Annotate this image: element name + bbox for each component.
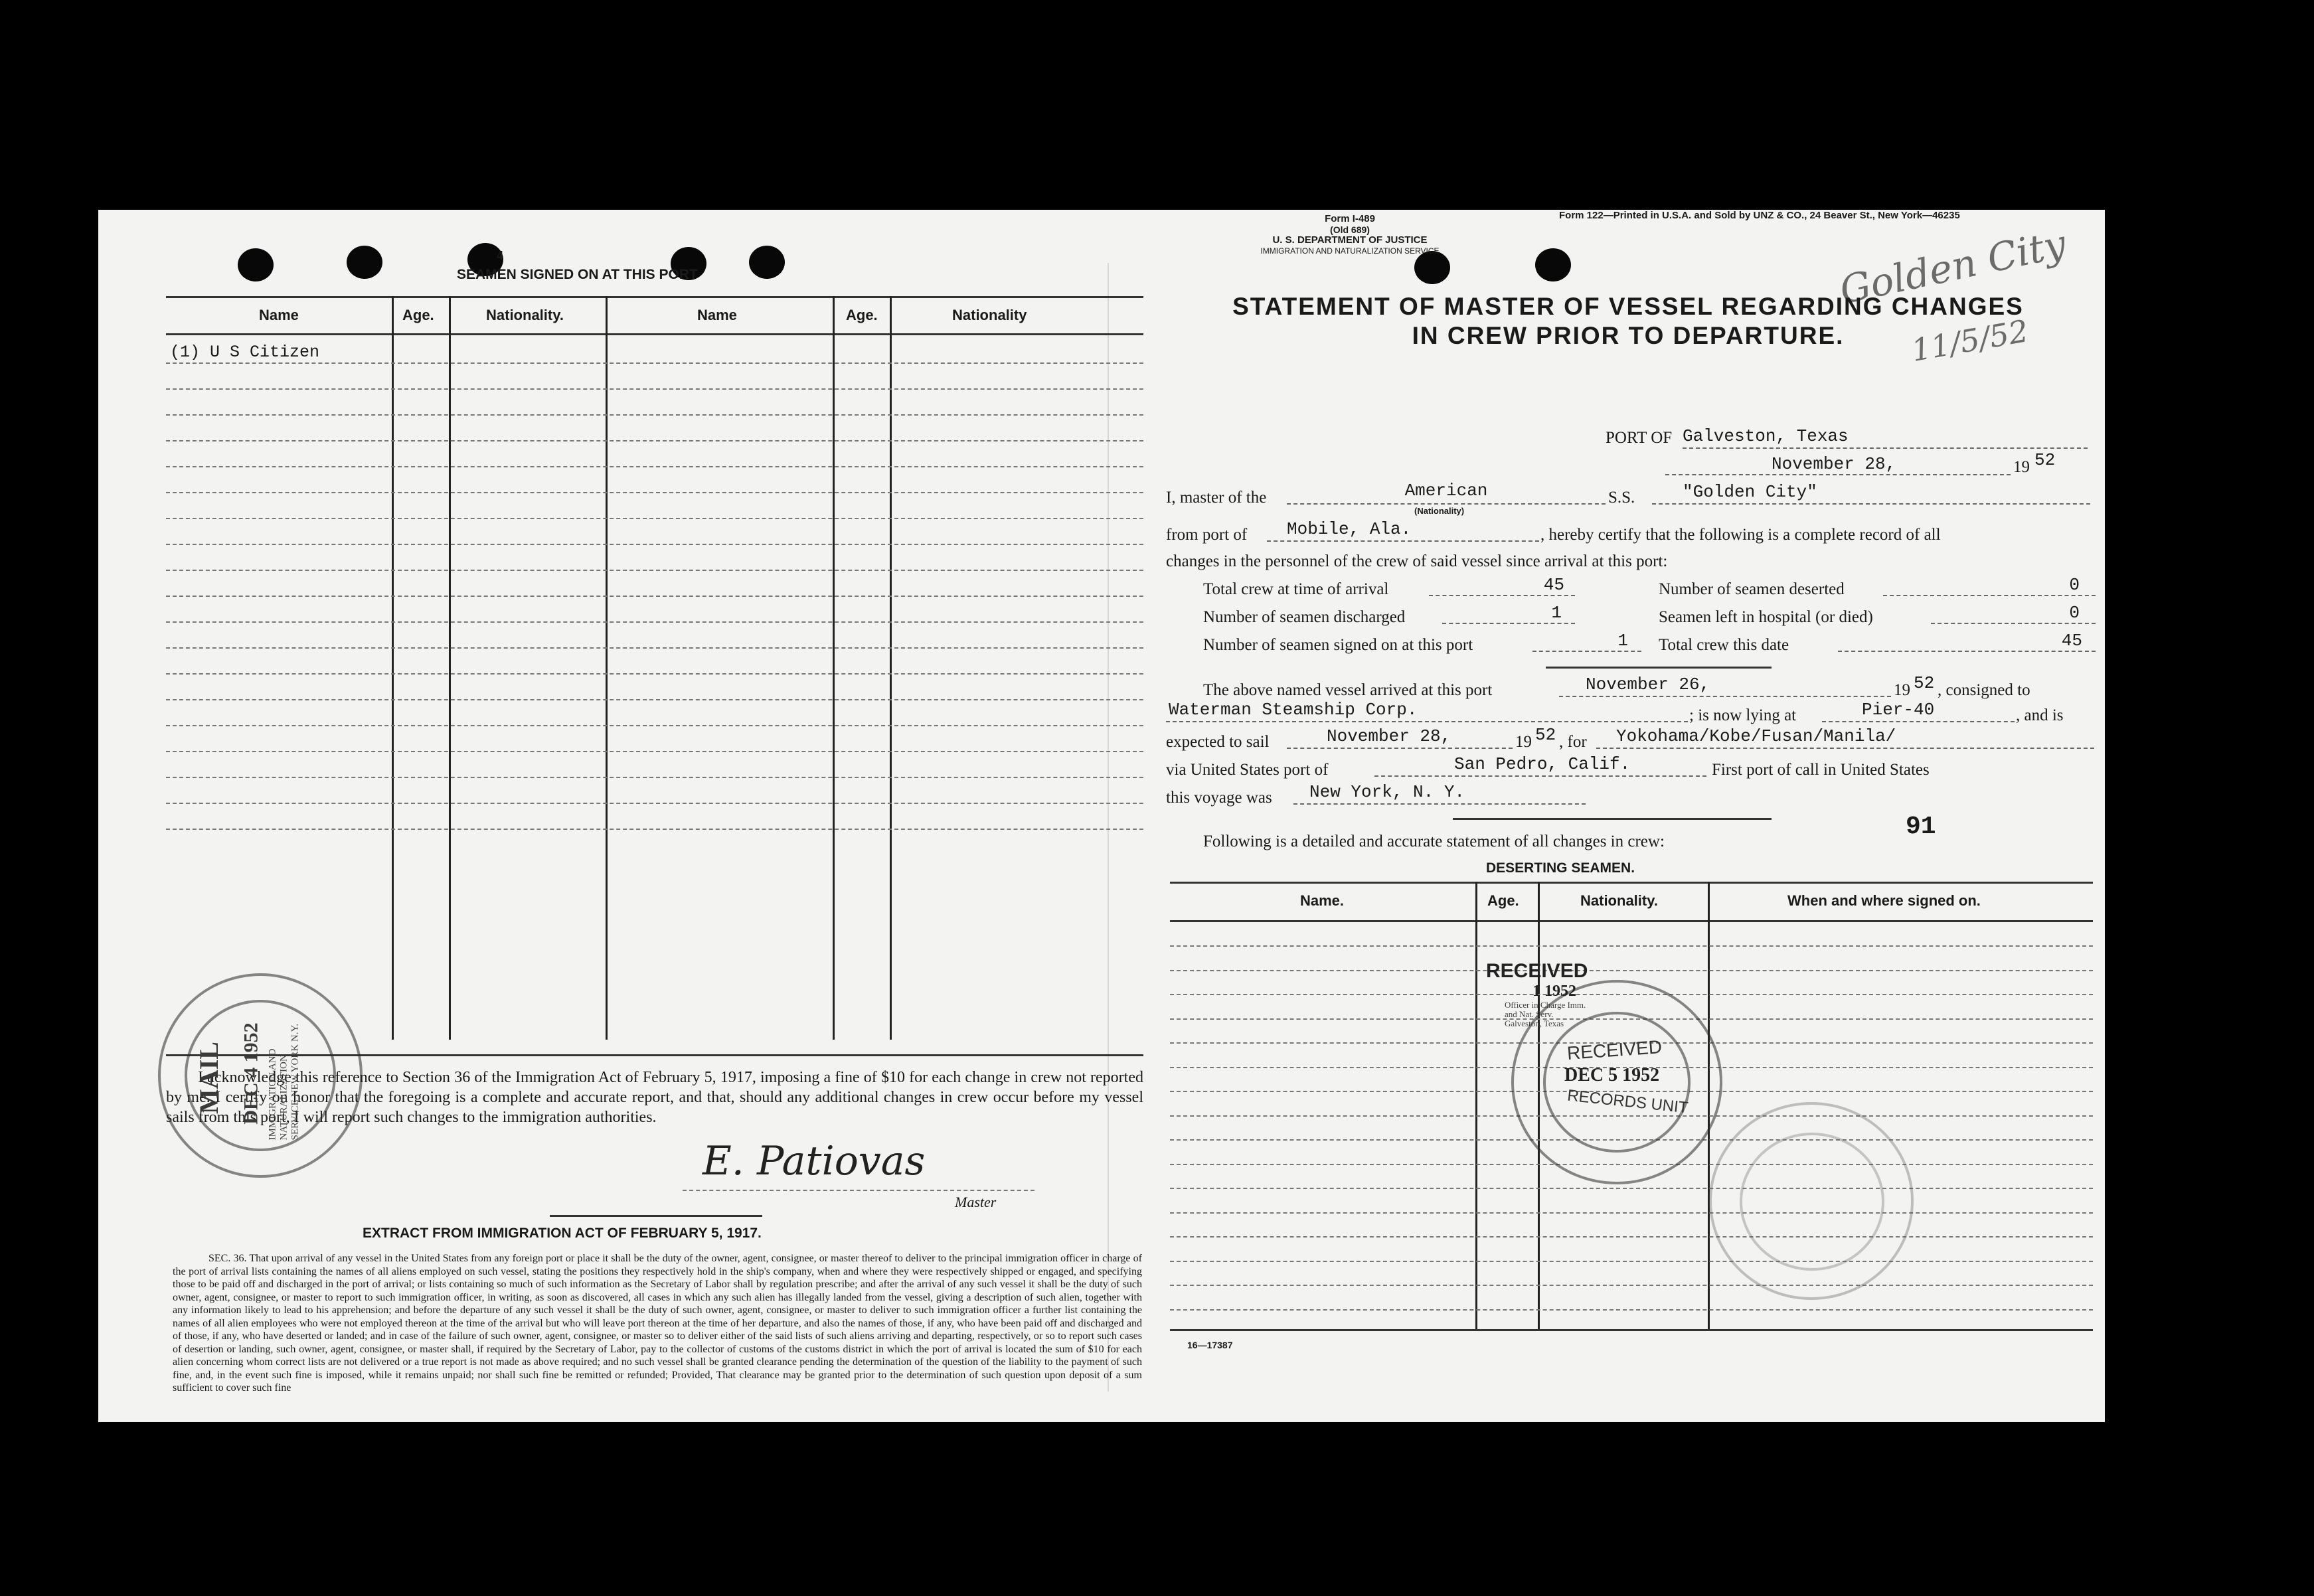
total-crew-date-label: Total crew this date <box>1659 636 1789 654</box>
page-number-stamp: 91 <box>1906 813 1936 841</box>
expected-year-prefix: 19 <box>1515 733 1532 751</box>
form-code: 16—17387 <box>1187 1340 1233 1350</box>
table-row <box>166 570 1143 571</box>
stamp-text: IMMIGRATION AND NATURALIZATION SERVICE NEW YORK N.Y. <box>267 1023 301 1141</box>
received-title: RECEIVED <box>1486 960 1588 982</box>
table-row <box>166 440 1143 441</box>
table-row <box>166 647 1143 649</box>
table-row <box>166 699 1143 700</box>
table-row <box>166 725 1143 726</box>
extract-title: EXTRACT FROM IMMIGRATION ACT OF FEBRUARY 5, 1917. <box>363 1226 762 1241</box>
seamen-signed-on-table <box>166 296 1143 1040</box>
arrived-year: 52 <box>1914 673 1935 693</box>
table-row <box>166 673 1143 675</box>
table-row <box>1170 1261 2093 1262</box>
signed-on-value: 1 <box>1532 631 1641 652</box>
total-crew-arrival-label: Total crew at time of arrival <box>1203 580 1389 598</box>
records-unit-label: RECORDS UNIT <box>1566 1086 1689 1117</box>
arrived-value: November 26, <box>1559 675 1891 697</box>
total-crew-date-value: 45 <box>1838 631 2096 652</box>
department: U. S. DEPARTMENT OF JUSTICE <box>1272 234 1428 246</box>
first-port-label: First port of call in United States <box>1712 761 1930 779</box>
nationality-caption: (Nationality) <box>1414 506 1465 516</box>
master-label: Master <box>955 1194 997 1210</box>
changes-text: changes in the personnel of the crew of said vessel since arrival at this port: <box>1166 552 1668 570</box>
arrived-year-prefix: 19 <box>1894 681 1910 699</box>
table-row <box>1170 1188 2093 1189</box>
ship-name-value: "Golden City" <box>1652 482 2090 505</box>
table-row <box>1170 1285 2093 1286</box>
punch-hole <box>238 248 274 281</box>
discharged-value: 1 <box>1442 603 1575 624</box>
header-nationality: Nationality. <box>1580 892 1658 909</box>
master-signature: E. Patiovas <box>702 1138 926 1184</box>
stamp-mail: MAIL <box>193 1042 224 1114</box>
deserting-title: DESERTING SEAMEN. <box>1486 860 1635 876</box>
table-row <box>1170 1236 2093 1237</box>
lying-label: ; is now lying at <box>1689 706 1797 724</box>
acknowledgement-text: I acknowledge this reference to Section 36 of the Immigration Act of February 5, 1917, imposing a fine of $10 for each change in crew not reported by me. I certify on honor that the foregoing is a complete and accurate report, and that, should any additional changes in crew occur before my vessel sails from this port, I will report such changes to the immigration authorities. <box>166 1069 1143 1126</box>
table-row <box>166 777 1143 778</box>
received-text: Officer in Charge Imm. and Nat. Serv. Galveston, Texas <box>1505 1000 1586 1028</box>
table-row <box>166 803 1143 804</box>
punch-hole <box>749 246 785 279</box>
table-row <box>166 544 1143 545</box>
nationality-value: American <box>1287 481 1606 505</box>
form-title-line-2: IN CREW PRIOR TO DEPARTURE. <box>1412 322 1845 349</box>
table-row <box>1170 1212 2093 1214</box>
consigned-label: , consigned to <box>1938 681 2030 699</box>
form-header <box>1227 214 1473 256</box>
via-value: San Pedro, Calif. <box>1374 754 1706 777</box>
hospital-label: Seamen left in hospital (or died) <box>1659 608 1873 626</box>
table-row <box>1170 945 2093 947</box>
header-age: Age. <box>1487 892 1519 909</box>
header-age: Age. <box>402 307 434 323</box>
destination-value: Yokohama/Kobe/Fusan/Manila/ <box>1596 726 2094 749</box>
ss-label: S.S. <box>1608 489 1635 507</box>
from-port-label: from port of <box>1166 526 1248 544</box>
following-text: Following is a detailed and accurate statement of all changes in crew: <box>1203 833 1665 850</box>
from-port-value: Mobile, Ala. <box>1267 519 1539 542</box>
and-is-text: , and is <box>2016 706 2064 724</box>
expected-value: November 28, <box>1287 726 1513 749</box>
handwritten-date: 11/5/52 <box>1908 313 2031 368</box>
deserted-label: Number of seamen deserted <box>1659 580 1845 598</box>
table-row <box>166 414 1143 416</box>
records-unit-stamp <box>1511 980 1722 1184</box>
consignee-value: Waterman Steamship Corp. <box>1166 700 1688 722</box>
stamp-date: DEC 4 1952 <box>240 1022 262 1125</box>
table-row <box>166 466 1143 467</box>
punch-hole <box>347 246 382 279</box>
document-sheet <box>98 210 2105 1422</box>
header-age-2: Age. <box>846 307 878 323</box>
table-row <box>166 751 1143 752</box>
for-label: , for <box>1559 733 1587 751</box>
signed-on-label: Number of seamen signed on at this port <box>1203 636 1473 654</box>
total-crew-arrival-value: 45 <box>1429 575 1575 596</box>
punch-hole <box>1535 248 1571 281</box>
mail-stamp <box>158 973 363 1178</box>
table-row <box>166 492 1143 493</box>
old-form-number: (Old 689) <box>1330 224 1370 235</box>
left-page-number: 4 <box>497 248 503 263</box>
header-nationality: Nationality. <box>486 307 564 323</box>
handwritten-ship-name: Golden City <box>1835 220 2070 313</box>
table-row <box>166 829 1143 830</box>
certify-text: , hereby certify that the following is a complete record of all <box>1540 526 1941 544</box>
table-row <box>166 596 1143 597</box>
discharged-label: Number of seamen discharged <box>1203 608 1406 626</box>
records-received: RECEIVED <box>1566 1036 1663 1064</box>
port-label: PORT OF <box>1606 429 1673 447</box>
hospital-value: 0 <box>1931 603 2096 624</box>
via-label: via United States port of <box>1166 761 1329 779</box>
deserted-value: 0 <box>1883 575 2096 596</box>
expected-year: 52 <box>1535 725 1556 745</box>
header-name: Name <box>259 307 299 323</box>
extract-text: SEC. 36. That upon arrival of any vessel in the United States from any foreign port or place it shall be the duty of the owner, agent, consignee, or master thereof to deliver to the principal immigration officer in charge of the port of arrival lists containing the names of all aliens employed on such vessel, stating the positions they respectively hold in the ship's company, when and where they were respectively shipped or engaged, and specifying those to be paid off and discharged in the port of arrival; or lists containing so much of such information as the Secretary of Labor shall by regulation prescribe; and after the arrival of any such vessel it shall be the duty of such owner, agent, consignee, or master to report to such immigration officer, in writing, as soon as discovered, all cases in which any such alien has illegally landed from the vessel, giving a description of such alien, together with any information likely to lead to his apprehension; and before the departure of any such vessel it shall be the duty of such owner, agent, consignee, or master to deliver to such immigration officer a further list containing the names of all alien employees who were not employed thereon at the time of the arrival but who will leave port thereon at the time of her departure, and also the names of those, if any, who have been paid off and discharged and of those, if any, who have deserted or landed; and in case of the failure of such owner, agent, consignee, or master so to deliver either of the said lists of such aliens arriving and departing, respectively, or so to report such cases of desertion or landing, such owner, agent, consignee, or master shall, if required by the Secretary of Labor, pay to the collector of customs of the customs district in which the port of arrival is located the sum of $10 for each alien concerning whom correct lists are not delivered or a true report is not made as above required; and no such vessel shall be granted clearance pending the determination of the question of the liability to the payment of such fine, and, in the event such fine is imposed, while it remains unpaid; nor shall such fine be remitted or refunded; Provided, That clearance may be granted prior to the determination of such question upon deposit of a sum sufficient to cover such fine <box>173 1253 1142 1394</box>
expected-label: expected to sail <box>1166 733 1270 751</box>
header-when-where: When and where signed on. <box>1787 892 1981 909</box>
table-row <box>166 518 1143 519</box>
year-prefix: 19 <box>2013 458 2030 476</box>
header-nationality-2: Nationality <box>952 307 1027 323</box>
header-name: Name. <box>1300 892 1345 909</box>
voyage-label: this voyage was <box>1166 789 1272 807</box>
left-page-title: SEAMEN SIGNED ON AT THIS PORT <box>457 267 698 282</box>
voyage-value: New York, N. Y. <box>1293 782 1586 805</box>
table-row <box>1170 1309 2093 1311</box>
service: IMMIGRATION AND NATURALIZATION SERVICE <box>1260 246 1440 256</box>
table-row <box>166 388 1143 390</box>
date-value: November 28, <box>1665 454 2011 475</box>
received-date: 1 1952 <box>1532 983 1576 1000</box>
master-of-label: I, master of the <box>1166 489 1267 507</box>
records-date: DEC 5 1952 <box>1564 1065 1660 1085</box>
lying-value: Pier-40 <box>1822 700 2015 722</box>
header-name-2: Name <box>697 307 737 323</box>
table-row <box>166 362 1143 364</box>
printer-line: Form 122—Printed in U.S.A. and Sold by UNZ & CO., 24 Beaver St., New York—46235 <box>1559 210 1960 221</box>
form-number: Form I-489 <box>1325 213 1375 224</box>
faint-stamp <box>1709 1102 1914 1300</box>
port-value: Galveston, Texas <box>1683 426 2088 449</box>
table-row: (1) U S Citizen <box>170 343 320 362</box>
arrived-label: The above named vessel arrived at this port <box>1203 681 1493 699</box>
form-title <box>1163 292 2093 351</box>
table-row <box>166 621 1143 623</box>
form-title-line-1: STATEMENT OF MASTER OF VESSEL REGARDING CHANGES <box>1232 293 2024 320</box>
year-value: 52 <box>2034 450 2056 470</box>
